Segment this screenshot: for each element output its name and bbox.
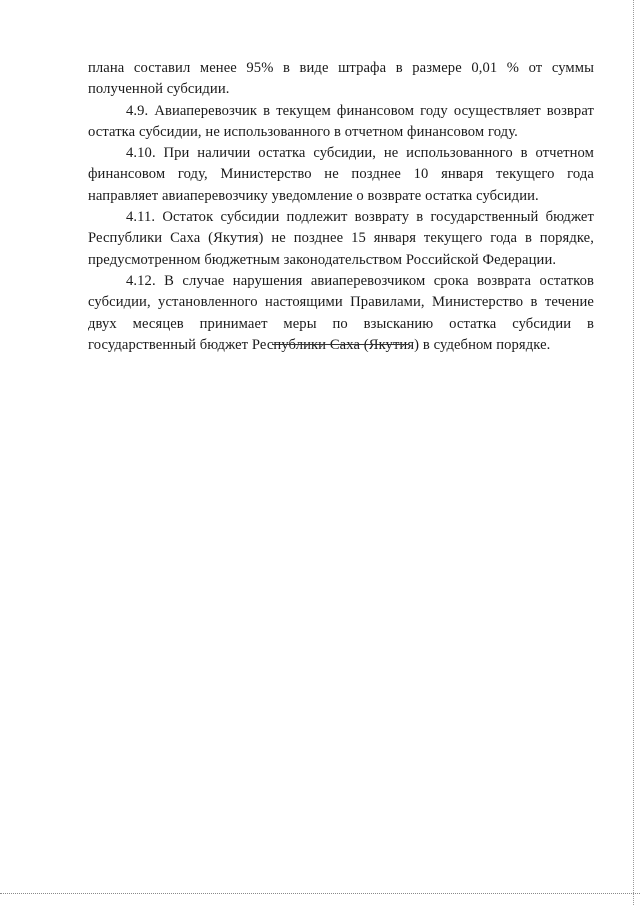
scan-edge-bottom <box>0 893 640 894</box>
scan-edge-right <box>633 0 634 905</box>
end-separator-line <box>272 344 409 345</box>
paragraph-4-11: 4.11. Остаток субсидии подлежит возврату в государственный бюджет Республики Саха (Якутия) не позднее 15 января текущего года в порядке, предусмотренном бюджетным законодательством Российской Федерации. <box>88 209 594 268</box>
document-body <box>88 58 594 356</box>
paragraph-4-10: 4.10. При наличии остатка субсидии, не использованного в отчетном финансовом году, Министерство не позднее 10 января текущего года направляет авиаперевозчику уведомление о возврате остатка субсидии. <box>88 145 594 204</box>
paragraph-4-12: 4.12. В случае нарушения авиаперевозчиком срока возврата остатков субсидии, установленного настоящими Правилами, Министерство в течение двух месяцев принимает меры по взысканию остатка субсидии в государственный бюджет Республики Саха (Якутия) в судебном порядке. <box>88 272 594 353</box>
paragraph-4-9: 4.9. Авиаперевозчик в текущем финансовом году осуществляет возврат остатка субсидии, не использованного в отчетном финансовом году. <box>88 102 594 140</box>
paragraph-continuation: плана составил менее 95% в виде штрафа в размере 0,01 % от суммы полученной субсидии. <box>88 60 594 98</box>
